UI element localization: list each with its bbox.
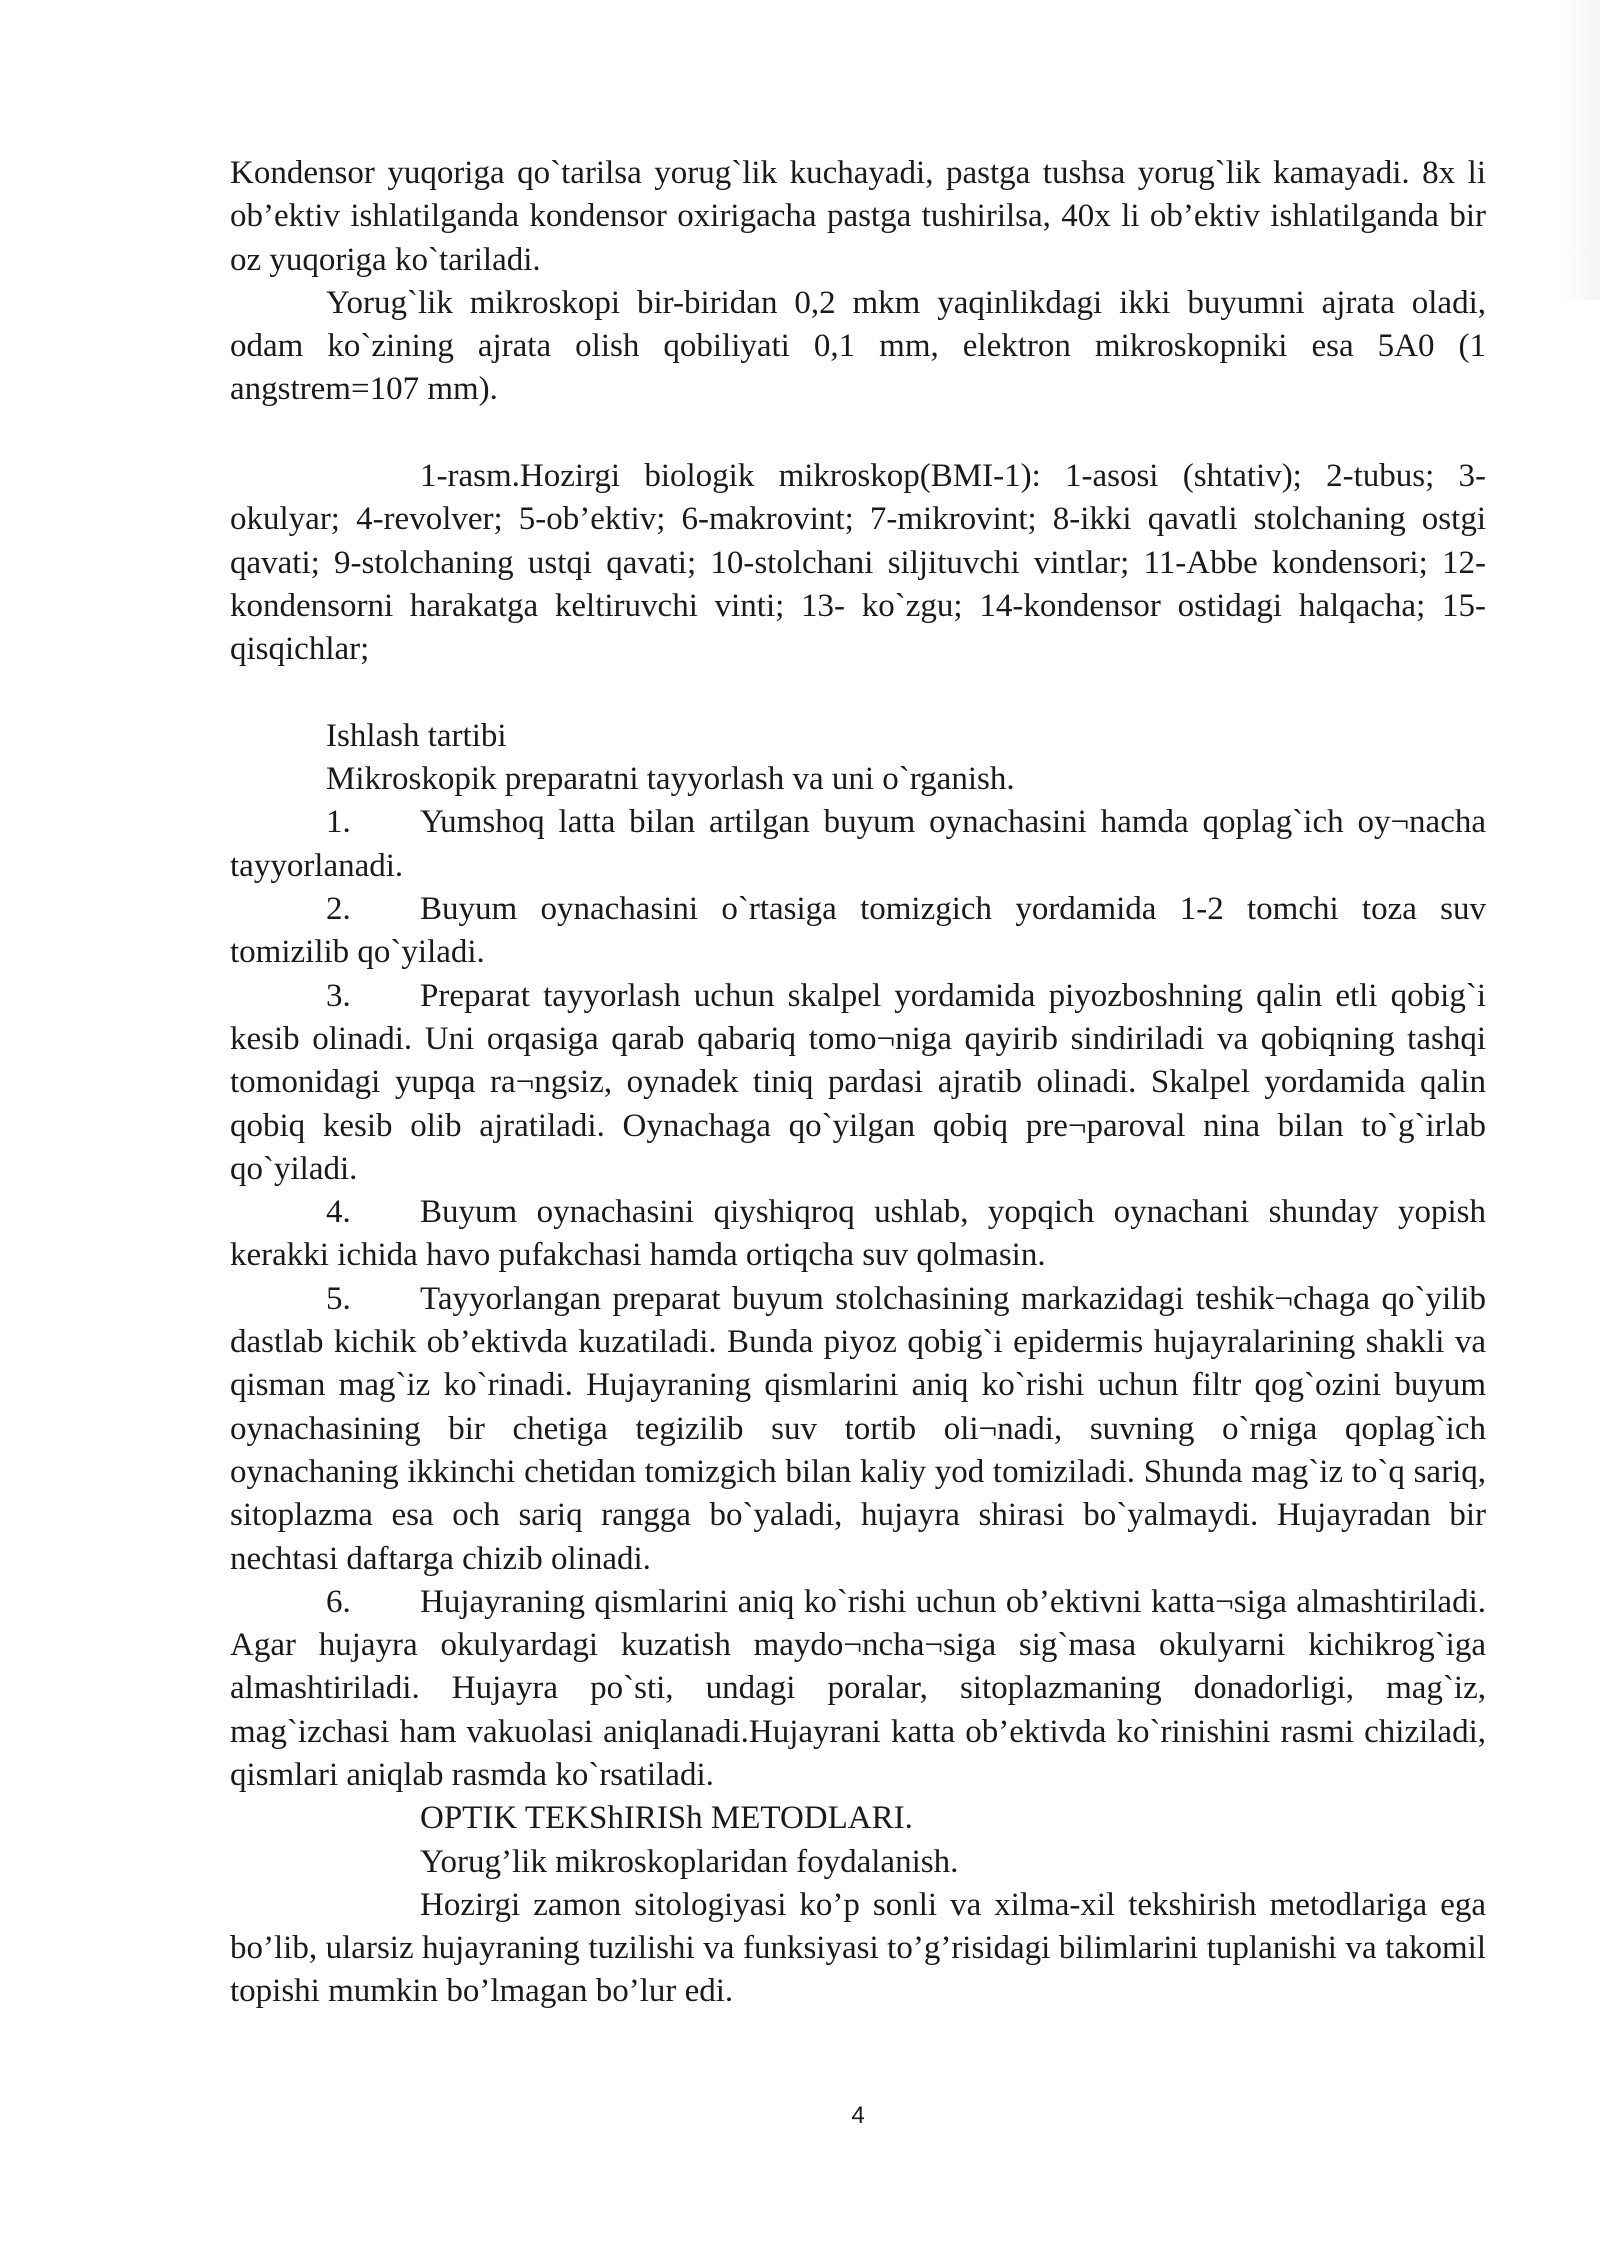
paragraph-resolution: Yorug`lik mikroskopi bir-biridan 0,2 mkm yaqinlikdagi ikki buyumni ajrata oladi, odam ko`zining ajrata olish qobiliyati 0,1 mm, elektron mikroskopniki esa 5A0 (1 angstrem=107 mm).: [230, 284, 1486, 408]
numbered-step: [230, 1191, 1486, 1278]
page-edge-shadow: [1560, 0, 1600, 300]
document-page: [230, 152, 1486, 2014]
step-number: 4.: [326, 1194, 351, 1231]
step-text: Buyum oynachasini o`rtasiga tomizgich yordamida 1-2 tomchi toza suv tomizilib qo`yiladi.: [230, 891, 1486, 971]
blank-line: [230, 412, 1486, 455]
paragraph-condenser: Kondensor yuqoriga qo`tarilsa yorug`lik kuchayadi, pastga tushsa yorug`lik kamayadi. 8x li ob’ektiv ishlatilganda kondensor oxirigacha pastga tushirilsa, 40x li ob’ektiv ishlatilganda bir oz yuqoriga ko`tariladi.: [230, 155, 1486, 278]
paragraph-modern-cytology: Hozirgi zamon sitologiyasi ko’p sonli va xilma-xil tekshirish metodlariga ega bo’lib, ularsiz hujayraning tuzilishi va funksiyasi to’g’risidagi bilimlarini tuplanishi va takomil topishi mumkin bo’lmagan bo’lur edi.: [230, 1886, 1486, 2010]
blank-line: [230, 672, 1486, 715]
step-text: Yumshoq latta bilan artilgan buyum oynachasini hamda qoplag`ich oy¬nacha tayyorlanadi.: [230, 804, 1486, 884]
step-number: 3.: [326, 977, 351, 1014]
numbered-step: [230, 1581, 1486, 1797]
step-text: Buyum oynachasini qiyshiqroq ushlab, yopqich oynachani shunday yopish kerakki ichida havo pufakchasi hamda ortiqcha suv qolmasin.: [230, 1194, 1486, 1274]
numbered-step: [230, 801, 1486, 888]
page-number: 4: [851, 2102, 865, 2129]
section-subheading-preparation: Mikroskopik preparatni tayyorlash va uni o`rganish.: [326, 761, 1015, 798]
numbered-step: [230, 975, 1486, 1191]
figure-caption: 1-rasm.Hozirgi biologik mikroskop(BMI-1): 1-asosi (shtativ); 2-tubus; 3-okulyar; 4-revolver; 5-ob’ektiv; 6-makrovint; 7-mikrovint; 8-ikki qavatli stolchaning ostgi qavati; 9-stolchaning ustqi qavati; 10-stolchani siljituvchi vintlar; 11-Abbe kondensori; 12-kondensorni harakatga keltiruvchi vinti; 13- ko`zgu; 14-kondensor ostidagi halqacha; 15-qisqichlar;: [230, 458, 1486, 668]
step-text: Hujayraning qismlarini aniq ko`rishi uchun ob’ektivni katta¬siga almashtiriladi. Agar hujayra okulyardagi kuzatish maydo¬ncha¬siga sig`masa okulyarni kichikrog`iga almashtiriladi. Hujayra po`sti, undagi poralar, sitoplazmaning donadorligi, mag`iz, mag`izchasi ham vakuolasi aniqlanadi.Hujayrani katta ob’ektivda ko`rinishini rasmi chiziladi, qismlari aniqlab rasmda ko`rsatiladi.: [230, 1583, 1486, 1793]
section-heading-work-order: Ishlash tartibi: [326, 717, 507, 754]
numbered-steps-list: [230, 801, 1486, 1797]
step-number: 5.: [326, 1280, 351, 1317]
step-number: 2.: [326, 891, 351, 928]
numbered-step: [230, 888, 1486, 975]
step-text: Tayyorlangan preparat buyum stolchasining markazidagi teshik¬chaga qo`yilib dastlab kichik ob’ektivda kuzatiladi. Bunda piyoz qobig`i epidermis hujayralarining shakli va qisman mag`iz ko`rinadi. Hujayraning qismlarini aniq ko`rishi uchun filtr qog`ozini buyum oynachasining bir chetiga tegizilib suv tortib oli¬nadi, suvning o`rniga qoplag`ich oynachaning ikkinchi chetidan tomizgich bilan kaliy yod tomiziladi. Shunda mag`iz to`q sariq, sitoplazma esa och sariq rangga bo`yaladi, hujayra shirasi bo`yalmaydi. Hujayradan bir nechtasi daftarga chizib olinadi.: [230, 1280, 1486, 1577]
step-text: Preparat tayyorlash uchun skalpel yordamida piyozboshning qalin etli qobig`i kesib olinadi. Uni orqasiga qarab qabariq tomo¬niga qayirib sindiriladi va qobiqning tashqi tomonidagi yupqa ra¬ngsiz, oynadek tiniq pardasi ajratib olinadi. Skalpel yordamida qalin qobiq kesib olib ajratiladi. Oynachaga qo`yilgan qobiq pre¬paroval nina bilan to`g`irlab qo`yiladi.: [230, 977, 1486, 1187]
step-number: 6.: [326, 1583, 351, 1620]
step-number: 1.: [326, 804, 351, 841]
section-heading-optical-methods: OPTIK TEKShIRISh METODLARI.: [420, 1800, 913, 1837]
section-subheading-light-microscopes: Yorug’lik mikroskoplaridan foydalanish.: [420, 1843, 959, 1880]
numbered-step: [230, 1278, 1486, 1581]
